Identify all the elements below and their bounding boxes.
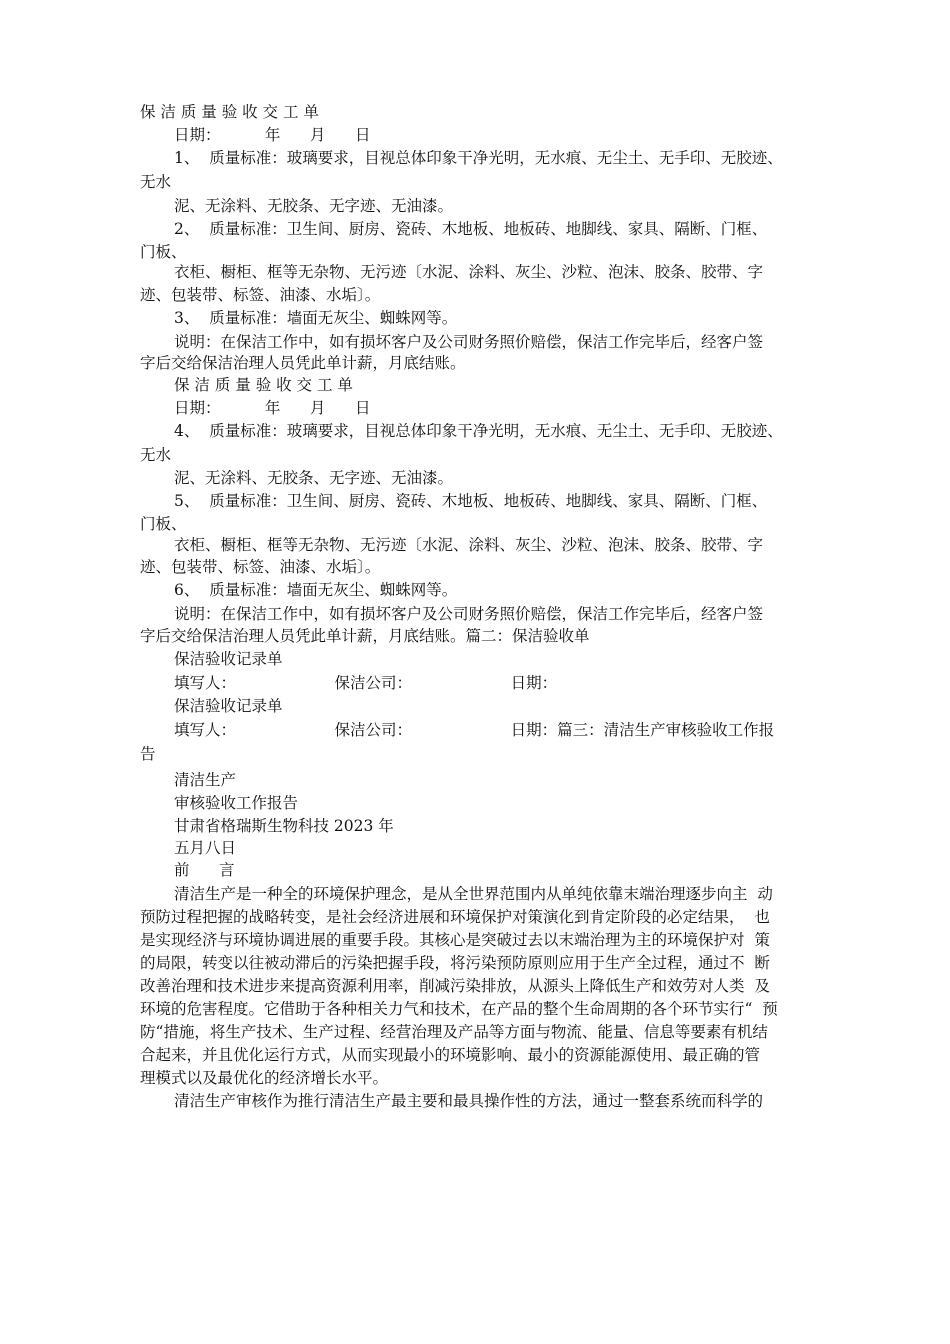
document-line: 衣柜、橱柜、框等无杂物、无污迹〔水泥、涂料、灰尘、沙粒、泡沫、胶条、胶带、字	[174, 536, 764, 554]
document-line: 6、 质量标准：墙面无灰尘、蜘蛛网等。	[174, 581, 458, 599]
document-line: 泥、无涂料、无胶条、无字迹、无油漆。	[174, 469, 454, 487]
document-line: 预防过程把握的战略转变，是社会经济进展和环境保护对策演化到肯定阶段的必定结果， 也	[140, 908, 770, 926]
document-line: 1、 质量标准：玻璃要求，目视总体印象干净光明，无水痕、无尘土、无手印、无胶迹、	[174, 149, 783, 167]
document-line: 日期： 年 月 日	[174, 126, 371, 144]
document-line: 泥、无涂料、无胶条、无字迹、无油漆。	[174, 197, 454, 215]
document-line: 3、 质量标准：墙面无灰尘、蜘蛛网等。	[174, 309, 458, 327]
document-line: 字后交给保洁治理人员凭此单计薪，月底结账。	[140, 354, 466, 372]
document-line: 字后交给保洁治理人员凭此单计薪，月底结账。篇二：保洁验收单	[140, 627, 590, 645]
document-line: 说明：在保洁工作中，如有损坏客户及公司财务照价赔偿，保洁工作完毕后，经客户签	[174, 605, 764, 623]
document-line: 无水	[140, 173, 172, 191]
document-line: 防“措施，将生产技术、生产过程、经营治理及产品等方面与物流、能量、信息等要素有机结	[140, 1023, 768, 1041]
document-line: 前 言	[174, 861, 235, 879]
document-line: 2、 质量标准：卫生间、厨房、瓷砖、木地板、地板砖、地脚线、家具、隔断、门框、	[174, 220, 768, 238]
document-line: 门板、	[140, 243, 187, 261]
document-line: 改善治理和技术进步来提高资源利用率，削减污染排放，从源头上降低生产和效劳对人类 及	[140, 977, 770, 995]
document-line: 甘肃省格瑞斯生物科技 2023 年	[174, 817, 394, 835]
document-line: 环境的危害程度。它借助于各种相关力气和技术，在产品的整个生命周期的各个环节实行“ 预	[140, 1000, 778, 1018]
document-line: 保洁验收记录单	[174, 697, 283, 715]
document-line: 保洁验收记录单	[174, 650, 283, 668]
document-line: 填写人： 保洁公司： 日期：	[174, 674, 558, 692]
document-line: 门板、	[140, 515, 187, 533]
document-line: 日期： 年 月 日	[174, 399, 371, 417]
document-line: 迹、包装带、标签、油漆、水垢〕。	[140, 286, 381, 304]
document-line: 理模式以及最优化的经济增长水平。	[140, 1069, 389, 1087]
document-line: 保 洁 质 量 验 收 交 工 单	[140, 103, 319, 121]
document-line: 五月八日	[174, 839, 237, 857]
document-line: 衣柜、橱柜、框等无杂物、无污迹〔水泥、涂料、灰尘、沙粒、泡沫、胶条、胶带、字	[174, 263, 764, 281]
document-line: 填写人： 保洁公司： 日期：篇三：清洁生产审核验收工作报	[174, 721, 775, 739]
document-line: 无水	[140, 446, 172, 464]
document-line: 清洁生产是一种全的环境保护理念，是从全世界范围内从单纯依靠末端治理逐步向主 动	[174, 885, 773, 903]
document-line: 清洁生产审核作为推行清洁生产最主要和最具操作性的方法，通过一整套系统而科学的	[174, 1092, 764, 1110]
document-line: 4、 质量标准：玻璃要求，目视总体印象干净光明，无水痕、无尘土、无手印、无胶迹、	[174, 422, 783, 440]
document-line: 的局限，转变以往被动滞后的污染把握手段，将污染预防原则应用于生产全过程，通过不 断	[140, 954, 770, 972]
document-line: 5、 质量标准：卫生间、厨房、瓷砖、木地板、地板砖、地脚线、家具、隔断、门框、	[174, 492, 768, 510]
document-line: 说明：在保洁工作中，如有损坏客户及公司财务照价赔偿，保洁工作完毕后，经客户签	[174, 333, 764, 351]
document-line: 清洁生产	[174, 771, 237, 789]
document-line: 是实现经济与环境协调进展的重要手段。其核心是突破过去以末端治理为主的环境保护对 策	[140, 931, 770, 949]
document-line: 保 洁 质 量 验 收 交 工 单	[174, 376, 353, 394]
document-line: 迹、包装带、标签、油漆、水垢〕。	[140, 558, 381, 576]
document-line: 审核验收工作报告	[174, 794, 299, 812]
document-line: 合起来，并且优化运行方式，从而实现最小的环境影响、最小的资源能源使用、最正确的管	[140, 1046, 761, 1064]
document-line: 告	[140, 745, 156, 763]
